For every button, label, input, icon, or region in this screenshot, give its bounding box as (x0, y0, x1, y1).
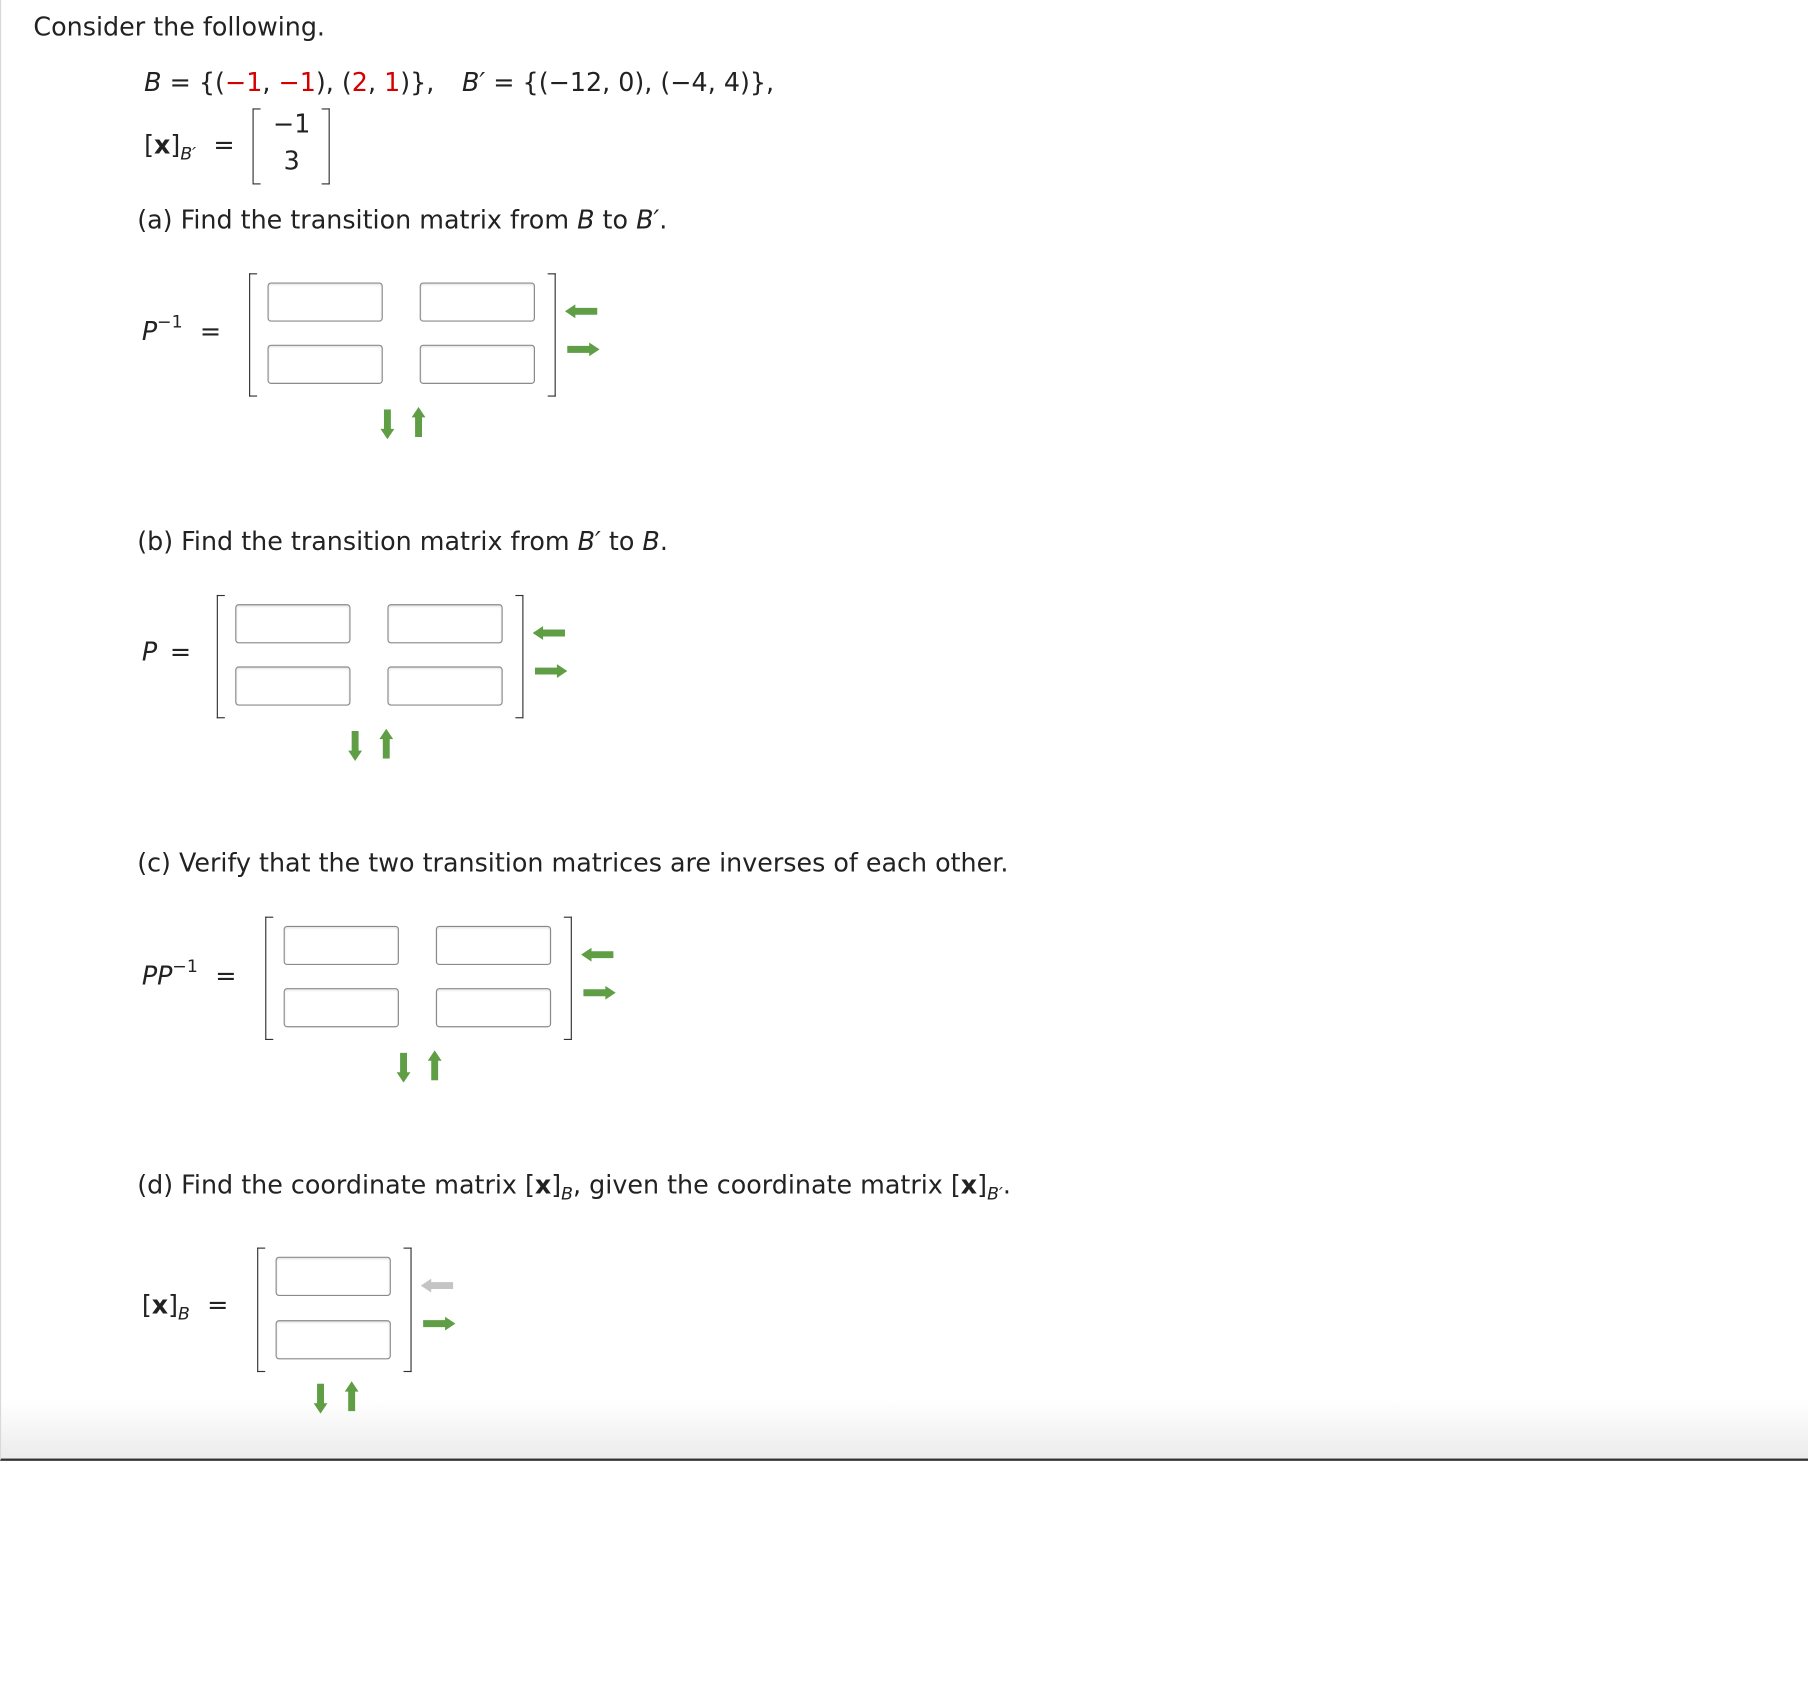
given-bracket-left (253, 108, 261, 184)
part-d-question: (d) Find the coordinate matrix $[x]_B$, given the coordinate matrix $[x]_{B'}$. (137, 1171, 1011, 1205)
part-a-remove-row-arrow-down-icon[interactable] (379, 409, 395, 439)
matrix-c-cell-2-2[interactable] (436, 988, 551, 1027)
matrix-bracket-right (404, 1248, 412, 1373)
matrix-bracket-left (249, 273, 257, 396)
matrix-d-cell-2-1[interactable] (276, 1320, 391, 1359)
part-c-lhs: $PP^{-1}$ = (141, 955, 237, 992)
part-d-add-column-arrow-left-icon[interactable] (421, 1278, 456, 1294)
matrix-c-cell-2-1[interactable] (284, 988, 399, 1027)
part-d-remove-column-arrow-right-icon[interactable] (421, 1316, 456, 1332)
matrix-bracket-left (257, 1248, 265, 1373)
B-v1-x: −1 (224, 69, 263, 99)
part-b-question: (b) Find the transition matrix from B′ to B. (137, 528, 668, 557)
part-b-add-column-arrow-left-icon[interactable] (533, 625, 568, 641)
part-c-question: (c) Verify that the two transition matrices are inverses of each other. (137, 849, 1009, 879)
matrix-bracket-right (515, 595, 523, 718)
matrix-b-cell-2-1[interactable] (235, 666, 350, 705)
given-bracket-right (322, 108, 330, 184)
part-d-lhs: $[x]_B$ = (141, 1291, 229, 1325)
intro-text: Consider the following. (33, 13, 326, 43)
given-xBp-vector: −1 3 (273, 110, 311, 177)
matrix-b-cell-1-1[interactable] (235, 604, 350, 643)
matrix-b-cell-1-2[interactable] (387, 604, 502, 643)
matrix-c-cell-1-2[interactable] (436, 926, 551, 965)
part-c-remove-row-arrow-down-icon[interactable] (395, 1053, 411, 1083)
B-v1-y: −1 (278, 69, 316, 99)
matrix-a-cell-1-2[interactable] (420, 282, 535, 321)
part-b-remove-column-arrow-right-icon[interactable] (533, 663, 568, 679)
B-v2-x: 2 (351, 69, 368, 99)
part-c-remove-column-arrow-right-icon[interactable] (581, 985, 616, 1001)
part-b-remove-row-arrow-down-icon[interactable] (347, 731, 363, 761)
matrix-b-cell-2-2[interactable] (387, 666, 502, 705)
part-a-add-row-arrow-up-icon[interactable] (410, 407, 426, 437)
part-a-remove-column-arrow-right-icon[interactable] (565, 341, 600, 357)
part-d-remove-row-arrow-down-icon[interactable] (312, 1384, 328, 1414)
given-xBp-label: $[x]_{B'}$ = (144, 131, 235, 165)
part-b-add-row-arrow-up-icon[interactable] (378, 729, 394, 759)
part-c-add-column-arrow-left-icon[interactable] (581, 947, 616, 963)
matrix-c-cell-1-1[interactable] (284, 926, 399, 965)
matrix-a-cell-1-1[interactable] (267, 282, 382, 321)
B-v2-y: 1 (384, 69, 401, 99)
given-bases: B = {(−1, −1), (2, 1)}, B′ = {(−12, 0), (−4, 4)}, (144, 69, 775, 99)
matrix-a-cell-2-2[interactable] (420, 345, 535, 384)
part-a-question: (a) Find the transition matrix from B to B′. (137, 206, 668, 236)
matrix-bracket-right (548, 273, 556, 396)
part-c-add-row-arrow-up-icon[interactable] (427, 1050, 443, 1080)
matrix-bracket-left (217, 595, 225, 718)
part-a-lhs: $P^{-1}$ = (141, 310, 222, 348)
matrix-bracket-right (564, 917, 572, 1040)
matrix-d-cell-1-1[interactable] (276, 1257, 391, 1296)
part-b-lhs: P = (141, 638, 192, 668)
part-a-add-column-arrow-left-icon[interactable] (565, 303, 600, 319)
matrix-bracket-left (265, 917, 273, 1040)
matrix-a-cell-2-1[interactable] (267, 345, 382, 384)
part-d-add-row-arrow-up-icon[interactable] (344, 1381, 360, 1411)
